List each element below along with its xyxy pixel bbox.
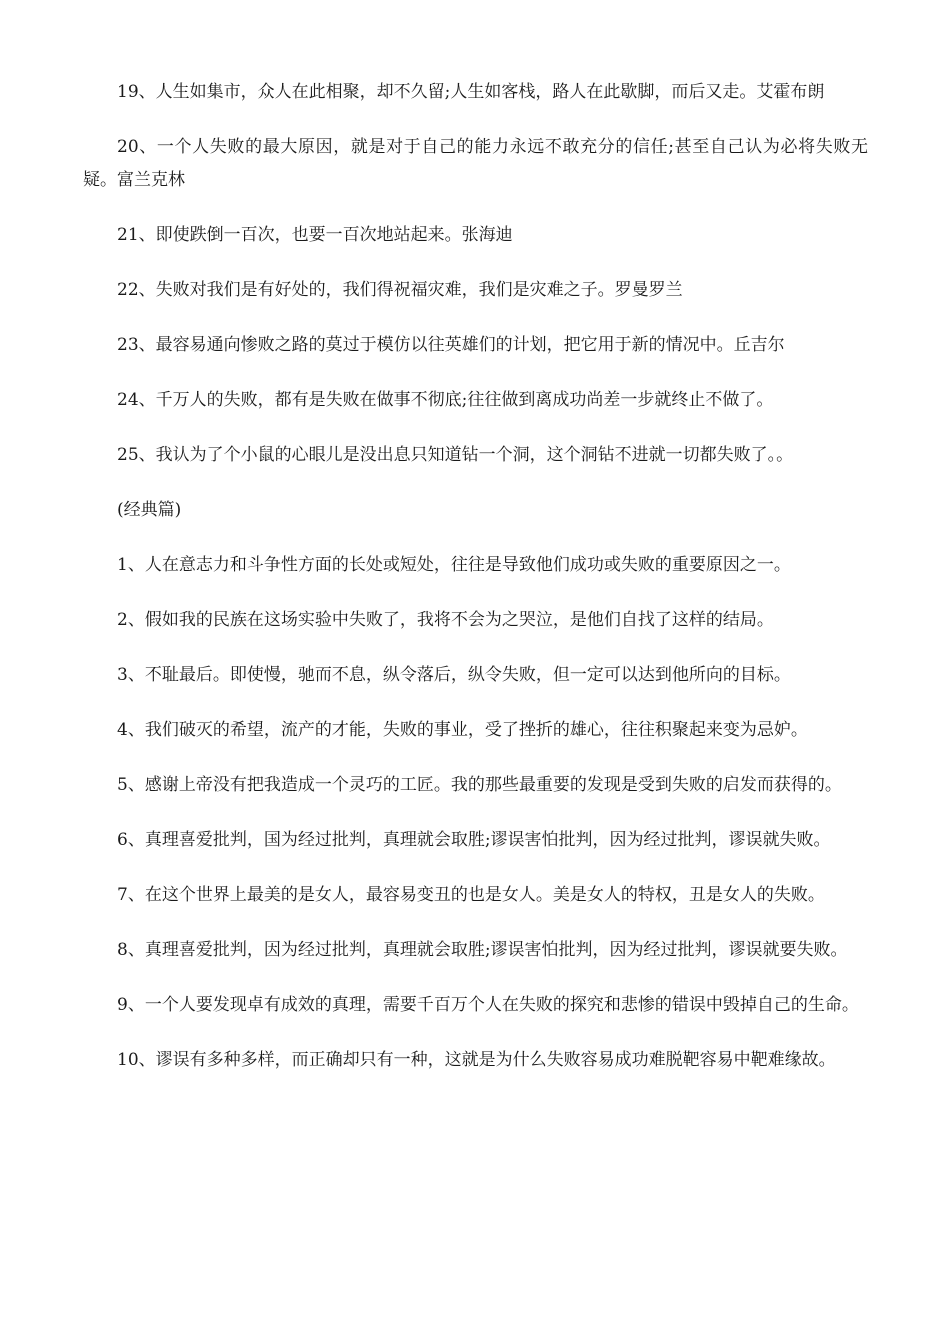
quote-paragraph: 4、我们破灭的希望，流产的才能，失败的事业，受了挫折的雄心，往往积聚起来变为忌妒。 — [117, 720, 808, 740]
quote-paragraph: 24、千万人的失败，都有是失败在做事不彻底;往往做到离成功尚差一步就终止不做了。 — [117, 390, 774, 410]
quote-paragraph: 20、一个人失败的最大原因，就是对于自己的能力永远不敢充分的信任;甚至自己认为必将失败无疑。富兰克林 — [83, 137, 868, 190]
quote-paragraph: 21、即使跌倒一百次，也要一百次地站起来。张海迪 — [117, 225, 513, 245]
quote-paragraph: 1、人在意志力和斗争性方面的长处或短处，往往是导致他们成功或失败的重要原因之一。 — [117, 555, 791, 575]
quote-paragraph: 10、谬误有多种多样，而正确却只有一种，这就是为什么失败容易成功难脱靶容易中靶难缘故。 — [117, 1050, 836, 1070]
quote-paragraph: 8、真理喜爱批判，因为经过批判，真理就会取胜;谬误害怕批判，因为经过批判，谬误就要失败。 — [117, 940, 848, 960]
quote-paragraph: 5、感谢上帝没有把我造成一个灵巧的工匠。我的那些最重要的发现是受到失败的启发而获得的。 — [117, 775, 842, 795]
quote-paragraph: 22、失败对我们是有好处的，我们得祝福灾难，我们是灾难之子。罗曼罗兰 — [117, 280, 683, 300]
document-body — [83, 76, 868, 1099]
quote-paragraph: 25、我认为了个小鼠的心眼儿是没出息只知道钻一个洞，这个洞钻不进就一切都失败了。。 — [117, 445, 794, 465]
quote-paragraph: 7、在这个世界上最美的是女人，最容易变丑的也是女人。美是女人的特权，丑是女人的失败。 — [117, 885, 825, 905]
quote-paragraph: 23、最容易通向惨败之路的莫过于模仿以往英雄们的计划，把它用于新的情况中。丘吉尔 — [117, 335, 785, 355]
section-heading: (经典篇) — [117, 500, 182, 520]
quote-paragraph: 3、不耻最后。即使慢，驰而不息，纵令落后，纵令失败，但一定可以达到他所向的目标。 — [117, 665, 791, 685]
quote-paragraph: 19、人生如集市，众人在此相聚，却不久留;人生如客栈，路人在此歇脚，而后又走。艾霍布朗 — [117, 82, 825, 102]
quote-paragraph: 6、真理喜爱批判，国为经过批判，真理就会取胜;谬误害怕批判，因为经过批判，谬误就失败。 — [117, 830, 831, 850]
quote-paragraph: 9、一个人要发现卓有成效的真理，需要千百万个人在失败的探究和悲惨的错误中毁掉自己的生命。 — [117, 995, 859, 1015]
quote-paragraph: 2、假如我的民族在这场实验中失败了，我将不会为之哭泣，是他们自找了这样的结局。 — [117, 610, 774, 630]
